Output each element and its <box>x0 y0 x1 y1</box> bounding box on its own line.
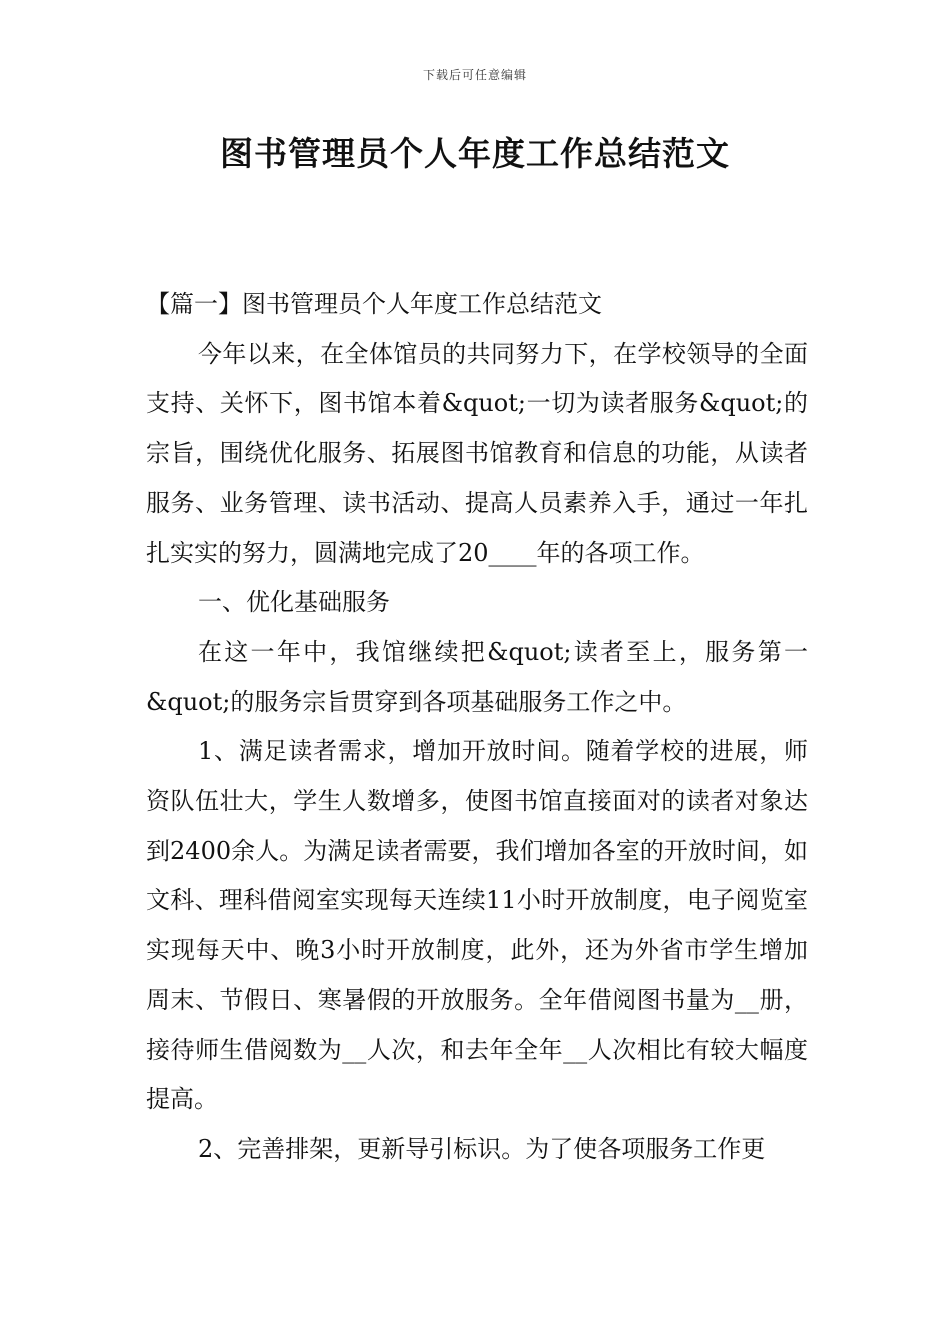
document-body <box>146 280 808 1175</box>
document-title: 图书管理员个人年度工作总结范文 <box>220 134 730 173</box>
paragraph-opening-hours: 1、满足读者需求，增加开放时间。随着学校的进展，师资队伍壮大，学生人数增多，使图书馆直接面对的读者对象达到2400余人。为满足读者需要，我们增加各室的开放时间，如文科、理科借阅室实现每天连续11小时开放制度，电子阅览室实现每天中、晚3小时开放制度，此外，还为外省市学生增加周末、节假日、寒暑假的开放服务。全年借阅图书量为__册，接待师生借阅数为__人次，和去年全年__人次相比有较大幅度提高。 <box>146 737 808 1114</box>
paragraph-shelving: 2、完善排架，更新导引标识。为了使各项服务工作更 <box>198 1134 766 1163</box>
paragraph-intro: 今年以来，在全体馆员的共同努力下，在学校领导的全面支持、关怀下，图书馆本着&quot;一切为读者服务&quot;的宗旨，围绕优化服务、拓展图书馆教育和信息的功能，从读者服务、业务管理、读书活动、提高人员素养入手，通过一年扎扎实实的努力，圆满地完成了20____年的各项工作。 <box>146 339 808 567</box>
section-heading: 【篇一】图书管理员个人年度工作总结范文 <box>146 290 602 318</box>
subheading-optimize-services: 一、优化基础服务 <box>198 588 390 617</box>
paragraph-service-principle: 在这一年中，我馆继续把&quot;读者至上，服务第一&quot;的服务宗旨贯穿到各项基础服务工作之中。 <box>146 637 808 716</box>
header-note: 下载后可任意编辑 <box>422 68 527 82</box>
